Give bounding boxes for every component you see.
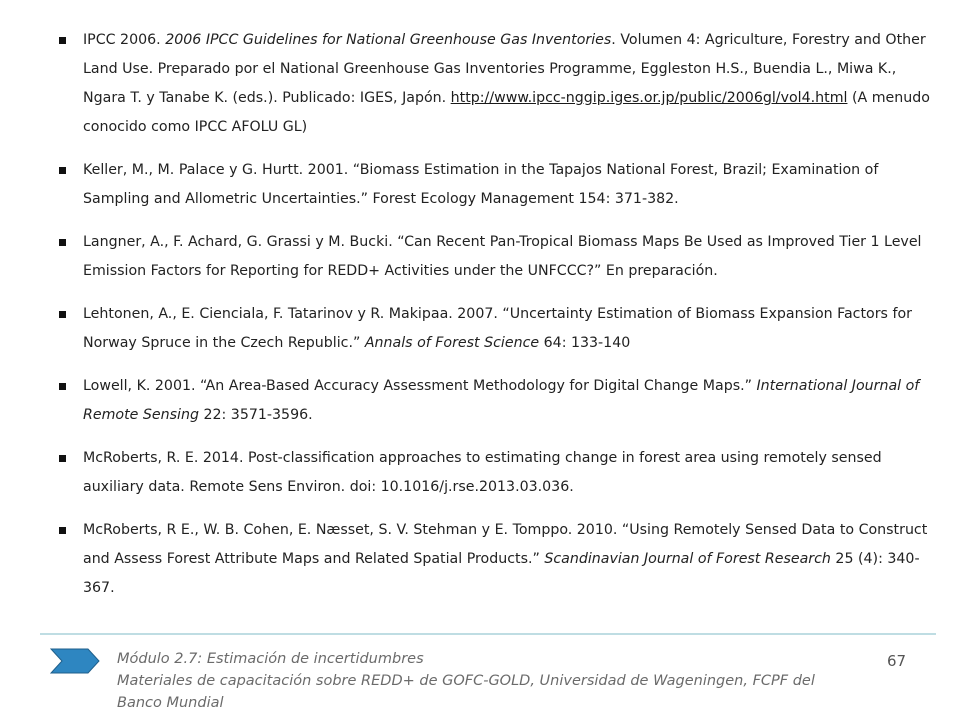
bullet-icon <box>59 383 66 390</box>
bullet-icon <box>59 311 66 318</box>
bullet-icon <box>59 455 66 462</box>
reference-item: IPCC 2006. 2006 IPCC Guidelines for National Greenhouse Gas Inventories. Volumen 4: Agriculture, Forestry and Other Land Use. Preparado por el National Greenhouse Gas Inventories Programme, Eggleston H.S., Buendia L., Miwa K., Ngara T. y Tanabe K. (eds.). Publicado: IGES, Japón. http://www.ipcc-nggip.iges.or.jp/public/2006gl/vol4.html (A menudo conocido como IPCC AFOLU GL) <box>57 26 937 142</box>
bullet-icon <box>59 167 66 174</box>
reference-item: Lehtonen, A., E. Cienciala, F. Tatarinov y R. Makipaa. 2007. “Uncertainty Estimation of Biomass Expansion Factors for Norway Spruce in the Czech Republic.” Annals of Forest Science 64: 133-140 <box>57 300 937 358</box>
bullet-icon <box>59 239 66 246</box>
chevron-arrow-icon <box>50 648 100 674</box>
reference-item: Keller, M., M. Palace y G. Hurtt. 2001. “Biomass Estimation in the Tapajos National Forest, Brazil; Examination of Sampling and Allometric Uncertainties.” Forest Ecology Management 154: 371-382. <box>57 156 937 214</box>
reference-item: Lowell, K. 2001. “An Area-Based Accuracy Assessment Methodology for Digital Change Maps.” International Journal of Remote Sensing 22: 3571-3596. <box>57 372 937 430</box>
materials-credit: Materiales de capacitación sobre REDD+ de GOFC-GOLD, Universidad de Wageningen, FCPF del Banco Mundial <box>117 673 815 711</box>
reference-item: McRoberts, R. E. 2014. Post-classification approaches to estimating change in forest area using remotely sensed auxiliary data. Remote Sens Environ. doi: 10.1016/j.rse.2013.03.036. <box>57 444 937 502</box>
reference-item: Langner, A., F. Achard, G. Grassi y M. Bucki. “Can Recent Pan-Tropical Biomass Maps Be Used as Improved Tier 1 Level Emission Factors for Reporting for REDD+ Activities under the UNFCCC?” En preparación. <box>57 228 937 286</box>
reference-item: McRoberts, R E., W. B. Cohen, E. Næsset, S. V. Stehman y E. Tomppo. 2010. “Using Remotely Sensed Data to Construct and Assess Forest Attribute Maps and Related Spatial Products.” Scandinavian Journal of Forest Research 25 (4): 340-367. <box>57 516 937 603</box>
bullet-icon <box>59 527 66 534</box>
reference-list <box>57 26 937 617</box>
footer-divider <box>40 633 936 635</box>
footer-text <box>117 648 857 714</box>
page-number: 67 <box>887 652 907 670</box>
ipcc-link[interactable]: http://www.ipcc-nggip.iges.or.jp/public/2006gl/vol4.html <box>450 90 848 106</box>
module-title: Módulo 2.7: Estimación de incertidumbres <box>117 651 424 667</box>
bullet-icon <box>59 37 66 44</box>
